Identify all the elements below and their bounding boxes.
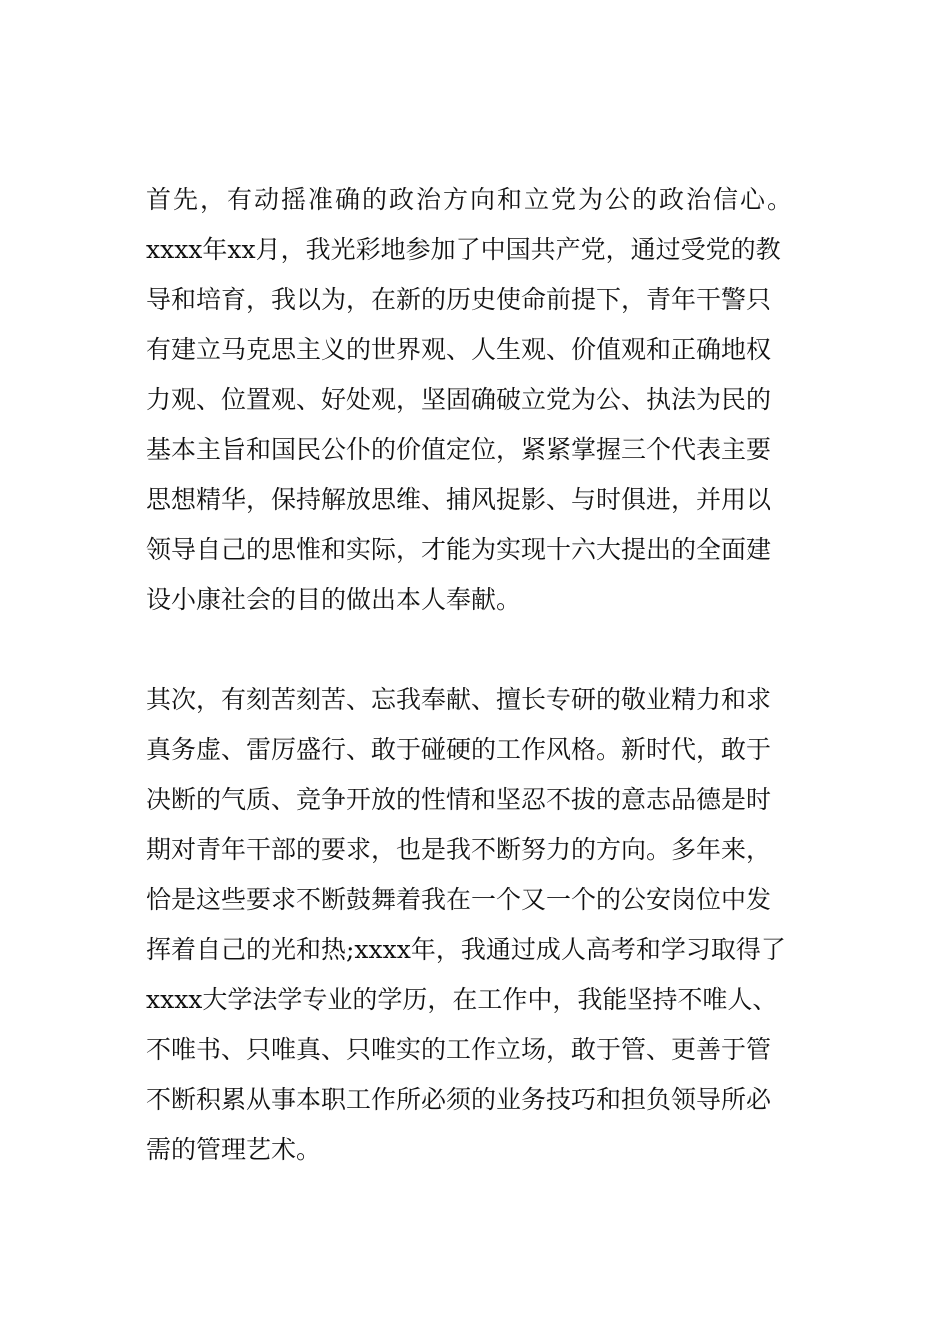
text-line: 基本主旨和国民公仆的价值定位，紧紧掌握三个代表主要 [146,435,772,464]
text-line: 首先，有动摇准确的政治方向和立党为公的政治信心。 [146,185,795,214]
text-line: 恰是这些要求不断鼓舞着我在一个又一个的公安岗位中发 [146,885,772,914]
paragraph-second [146,675,826,1175]
text-line: 需的管理艺术。 [146,1135,322,1164]
text-line: 不唯书、只唯真、只唯实的工作立场，敢于管、更善于管 [146,1035,772,1064]
paragraph-first [146,175,826,625]
text-line: 设小康社会的目的做出本人奉献。 [146,585,522,614]
text-line: 决断的气质、竞争开放的性情和坚忍不拔的意志品德是时 [146,785,772,814]
text-line: xxxx年xx月，我光彩地参加了中国共产党，通过受党的教 [146,235,781,264]
text-line: 挥着自己的光和热;xxxx年，我通过成人高考和学习取得了 [146,935,786,964]
text-line: 思想精华，保持解放思维、捕风捉影、与时俱进，并用以 [146,485,772,514]
text-line: xxxx大学法学专业的学历，在工作中，我能坚持不唯人、 [146,985,778,1014]
text-line: 领导自己的思惟和实际，才能为实现十六大提出的全面建 [146,535,772,564]
text-line: 力观、位置观、好处观，坚固确破立党为公、执法为民的 [146,385,772,414]
text-line: 导和培育，我以为，在新的历史使命前提下，青年干警只 [146,285,772,314]
text-line: 其次，有刻苦刻苦、忘我奉献、擅长专研的敬业精力和求 [146,685,772,714]
text-line: 期对青年干部的要求，也是我不断努力的方向。多年来， [146,835,772,864]
text-line: 真务虚、雷厉盛行、敢于碰硬的工作风格。新时代，敢于 [146,735,772,764]
text-line: 有建立马克思主义的世界观、人生观、价值观和正确地权 [146,335,772,364]
text-line: 不断积累从事本职工作所必须的业务技巧和担负领导所必 [146,1085,772,1114]
